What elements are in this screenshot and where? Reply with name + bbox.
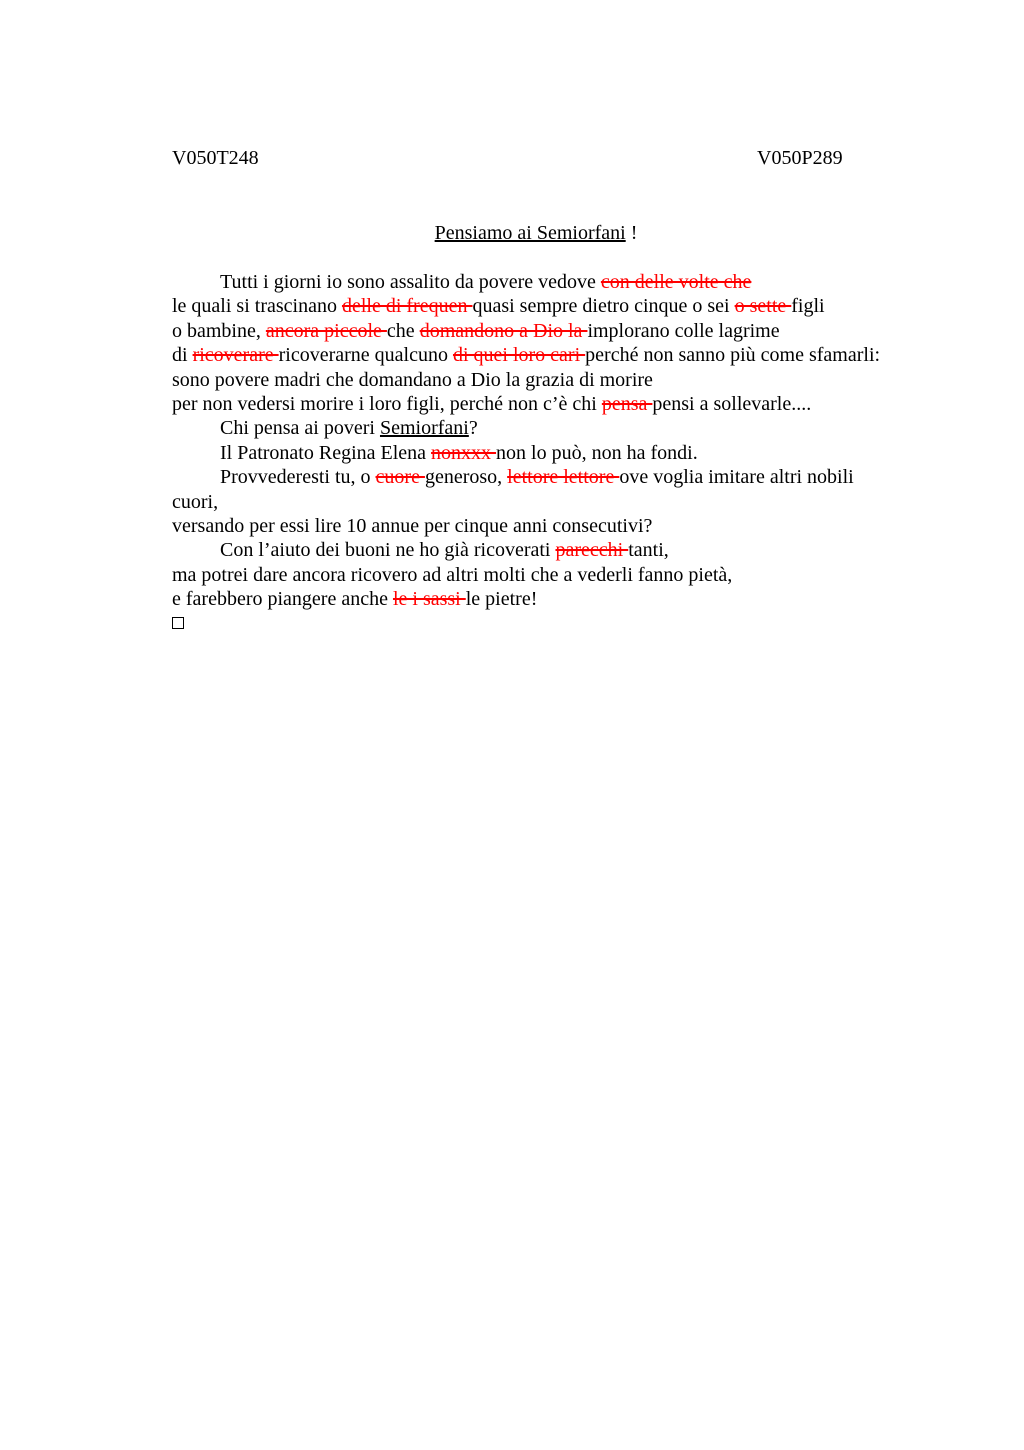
text-segment: o bambine, — [172, 319, 266, 342]
text-line — [172, 319, 932, 343]
text-segment: figli — [791, 295, 825, 318]
deleted-text: le i sassi — [392, 588, 466, 611]
deleted-text: ricoverare — [192, 344, 279, 367]
text-line — [172, 490, 932, 514]
text-segment: implorano colle lagrime — [587, 319, 780, 342]
deleted-text: cuore — [375, 466, 425, 489]
text-segment: Il Patronato Regina Elena — [220, 441, 432, 464]
text-segment: le pietre! — [465, 588, 538, 611]
text-segment: che — [386, 319, 420, 342]
text-line — [172, 587, 932, 611]
text-segment: di — [172, 344, 193, 367]
text-segment: ricoverarne qualcuno — [278, 344, 453, 367]
text-segment: perché non sanno più come sfamarli: — [585, 344, 881, 367]
text-segment: Con l’aiuto dei buoni ne ho già ricoverati — [220, 539, 556, 562]
document-code-left: V050T248 — [172, 147, 259, 169]
deleted-text: pensa — [601, 392, 653, 415]
text-segment: non lo può, non ha fondi. — [496, 441, 698, 464]
deleted-text: con delle volte che — [600, 271, 752, 293]
text-line — [172, 563, 932, 587]
empty-square-icon — [172, 617, 184, 629]
text-line — [172, 538, 932, 562]
text-line — [172, 368, 932, 392]
deleted-text: parecchi — [555, 539, 629, 562]
text-segment: Chi pensa ai poveri — [220, 417, 380, 440]
text-line — [172, 416, 932, 440]
text-segment: versando per essi lire 10 annue per cinque anni consecutivi? — [172, 514, 653, 537]
text-segment: cuori, — [172, 490, 219, 513]
text-line — [172, 514, 932, 538]
deleted-text: lettore lettore — [507, 466, 620, 489]
text-segment: tanti, — [628, 539, 669, 562]
title-suffix: ! — [625, 222, 638, 244]
deleted-text: nonxxx — [431, 441, 497, 464]
deleted-text: domandono a Dio la — [419, 319, 588, 342]
deleted-text: ancora piccole — [265, 319, 387, 342]
text-segment: generoso, — [424, 466, 508, 489]
text-line — [172, 343, 932, 367]
text-segment: Provvederesti tu, o — [220, 466, 376, 489]
text-segment: Tutti i giorni io sono assalito da povere vedove — [220, 271, 601, 293]
underlined-text: Semiorfani — [379, 417, 469, 440]
text-segment: sono povere madri che domandano a Dio la grazia di morire — [172, 368, 653, 391]
text-line — [172, 294, 932, 318]
text-segment: pensi a sollevarle.... — [652, 392, 812, 415]
text-segment: e farebbero piangere anche — [172, 588, 393, 611]
text-segment: quasi sempre dietro cinque o sei — [472, 295, 735, 318]
deleted-text: di quei loro cari — [452, 344, 586, 367]
text-segment: per non vedersi morire i loro figli, perché non c’è chi — [172, 392, 602, 415]
text-line — [172, 270, 932, 294]
text-segment: ove voglia imitare altri nobili — [619, 466, 854, 489]
deleted-text: o sette — [734, 295, 792, 318]
text-line — [172, 441, 932, 465]
text-line — [172, 611, 932, 635]
text-segment: le quali si trascinano — [172, 295, 342, 318]
page-title — [0, 221, 1024, 245]
text-line — [172, 392, 932, 416]
text-segment: ma potrei dare ancora ricovero ad altri molti che a vederli fanno pietà, — [172, 563, 733, 586]
letter-body — [172, 270, 932, 636]
document-code-right: V050P289 — [757, 147, 843, 169]
deleted-text: delle di frequen — [341, 295, 473, 318]
text-line — [172, 465, 932, 489]
text-segment: ? — [468, 417, 478, 440]
title-text: Pensiamo ai Semiorfani — [434, 222, 626, 244]
